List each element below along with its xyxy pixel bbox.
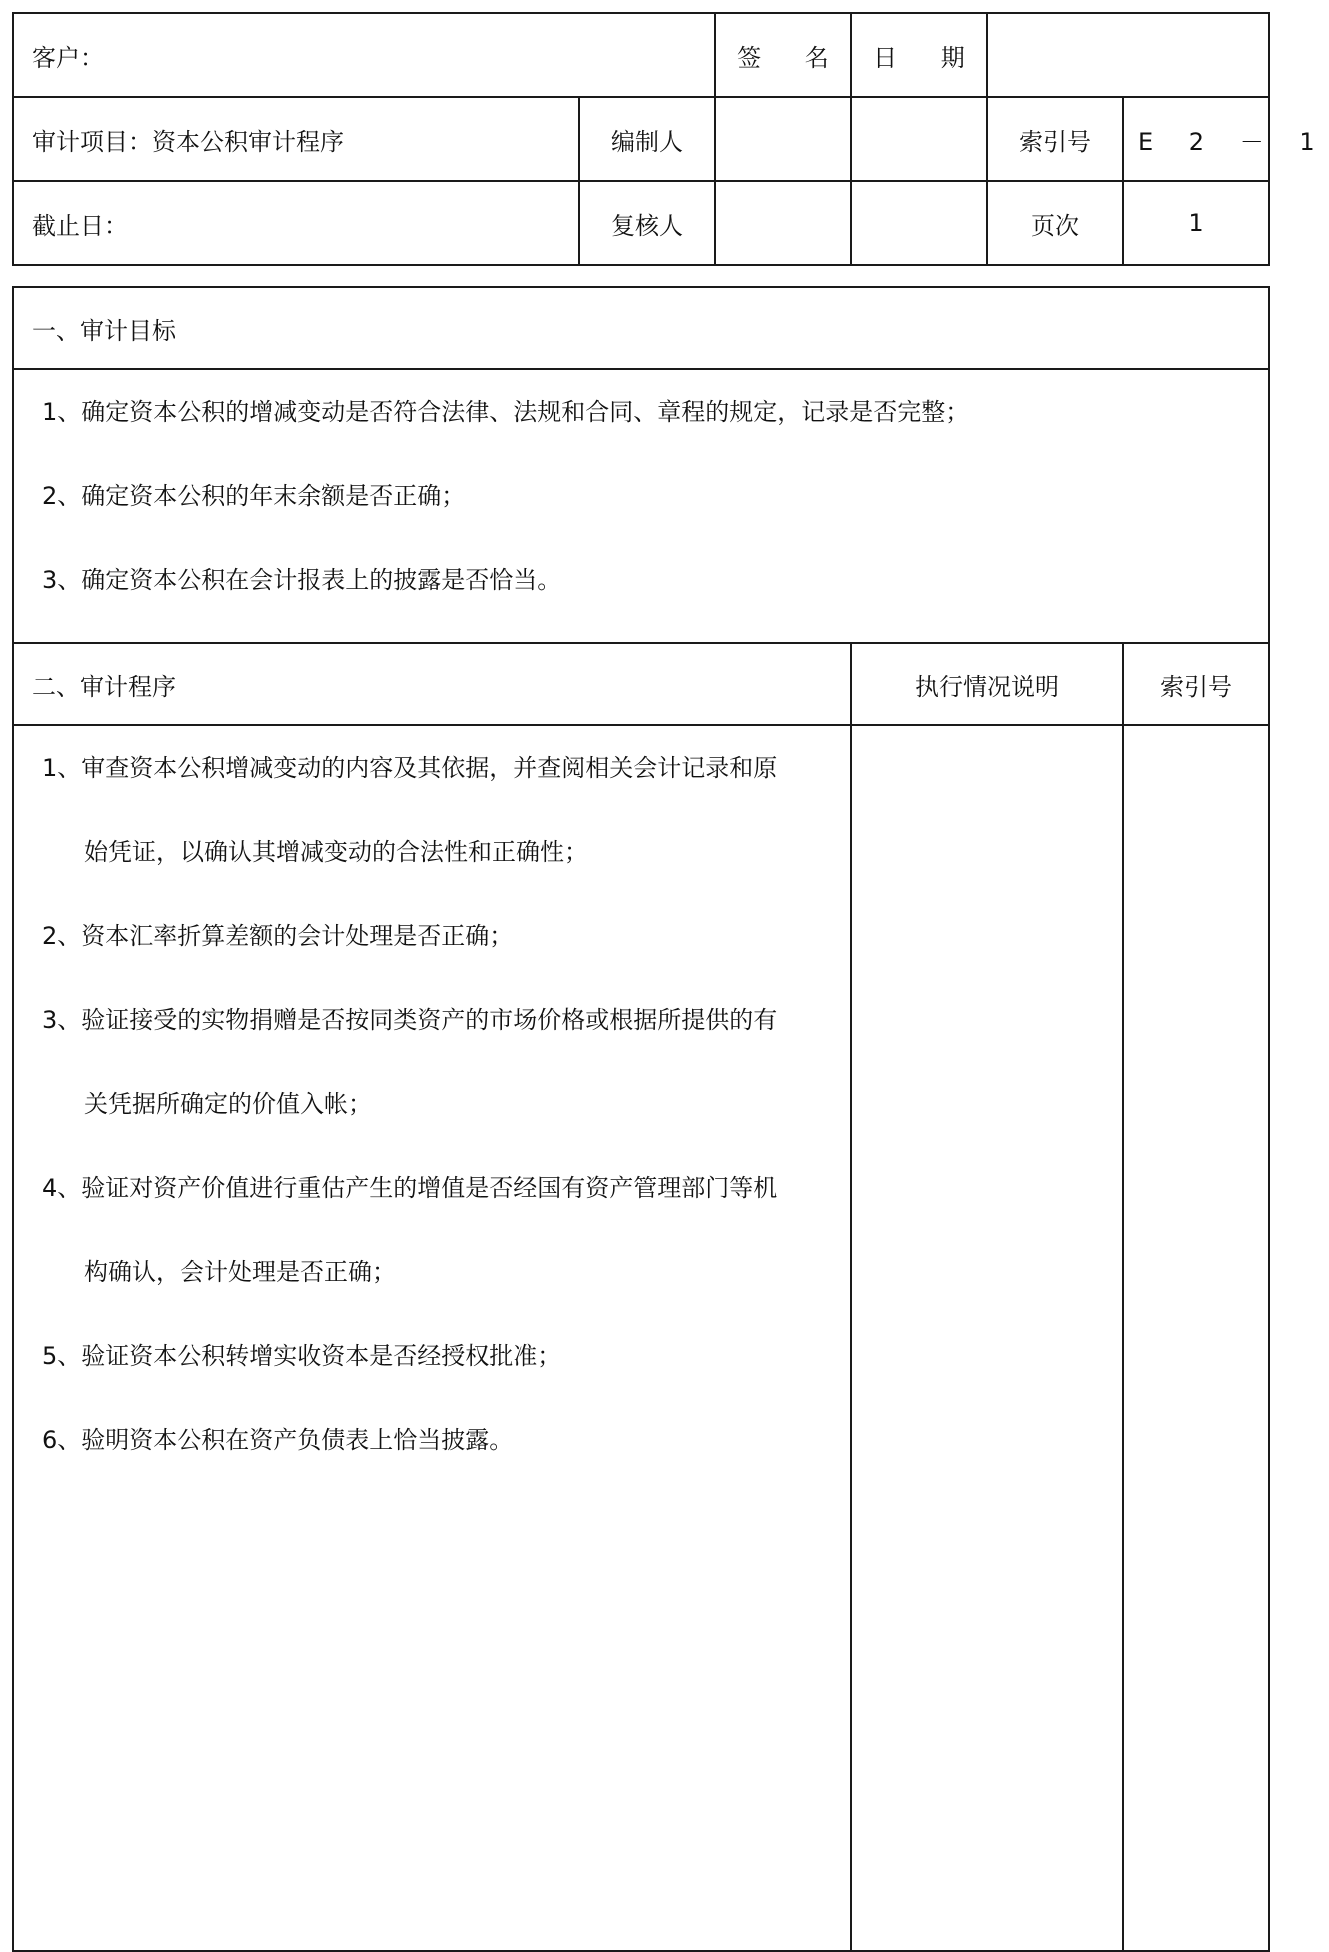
execution-notes-field[interactable]	[851, 725, 1123, 1951]
objectives-header-row	[13, 287, 1269, 369]
reviewer-signature-field[interactable]	[715, 181, 851, 265]
date-label: 日 期	[851, 13, 987, 97]
cutoff-label: 截止日：	[13, 181, 579, 265]
preparer-label: 编制人	[579, 97, 715, 181]
header-row-cutoff	[13, 181, 1269, 265]
client-label: 客户：	[13, 13, 715, 97]
preparer-date-field[interactable]	[851, 97, 987, 181]
objective-item: 1、确定资本公积的增减变动是否符合法律、法规和合同、章程的规定，记录是否完整；	[42, 398, 970, 426]
preparer-signature-field[interactable]	[715, 97, 851, 181]
signature-label: 签 名	[715, 13, 851, 97]
index-value: E 2 － 1	[1123, 97, 1269, 181]
procedures-list	[13, 725, 851, 1951]
procedure-index-header: 索引号	[1123, 643, 1269, 725]
index-label: 索引号	[987, 97, 1123, 181]
procedure-line: 6、验明资本公积在资产负债表上恰当披露。	[42, 1426, 514, 1454]
procedure-line: 关凭据所确定的价值入帐；	[84, 1090, 372, 1118]
objective-item: 3、确定资本公积在会计报表上的披露是否恰当。	[42, 566, 562, 594]
procedure-line: 5、验证资本公积转增实收资本是否经授权批准；	[42, 1342, 562, 1370]
procedure-line: 4、验证对资产价值进行重估产生的增值是否经国有资产管理部门等机	[42, 1174, 778, 1202]
audit-item-label: 审计项目：资本公积审计程序	[13, 97, 579, 181]
objectives-list	[13, 369, 1269, 643]
header-row-audit-item	[13, 97, 1269, 181]
page-label: 页次	[987, 181, 1123, 265]
header-table	[12, 12, 1329, 266]
header-blank-cell[interactable]	[987, 13, 1269, 97]
page-value: 1	[1123, 181, 1269, 265]
procedure-line: 2、资本汇率折算差额的会计处理是否正确；	[42, 922, 514, 950]
procedures-header-row	[13, 643, 1269, 725]
reviewer-date-field[interactable]	[851, 181, 987, 265]
reviewer-label: 复核人	[579, 181, 715, 265]
procedure-line: 1、审查资本公积增减变动的内容及其依据，并查阅相关会计记录和原	[42, 754, 778, 782]
execution-header: 执行情况说明	[851, 643, 1123, 725]
procedure-line: 3、验证接受的实物捐赠是否按同类资产的市场价格或根据所提供的有	[42, 1006, 778, 1034]
objectives-body-row	[13, 369, 1269, 643]
procedures-body-row	[13, 725, 1269, 1951]
objective-item: 2、确定资本公积的年末余额是否正确；	[42, 482, 466, 510]
audit-program-table	[12, 286, 1270, 1952]
procedure-line: 构确认，会计处理是否正确；	[84, 1258, 396, 1286]
header-row-client	[13, 13, 1269, 97]
procedures-title: 二、审计程序	[13, 643, 851, 725]
objectives-title: 一、审计目标	[13, 287, 1269, 369]
procedure-line: 始凭证，以确认其增减变动的合法性和正确性；	[84, 838, 588, 866]
procedure-index-field[interactable]	[1123, 725, 1269, 1951]
